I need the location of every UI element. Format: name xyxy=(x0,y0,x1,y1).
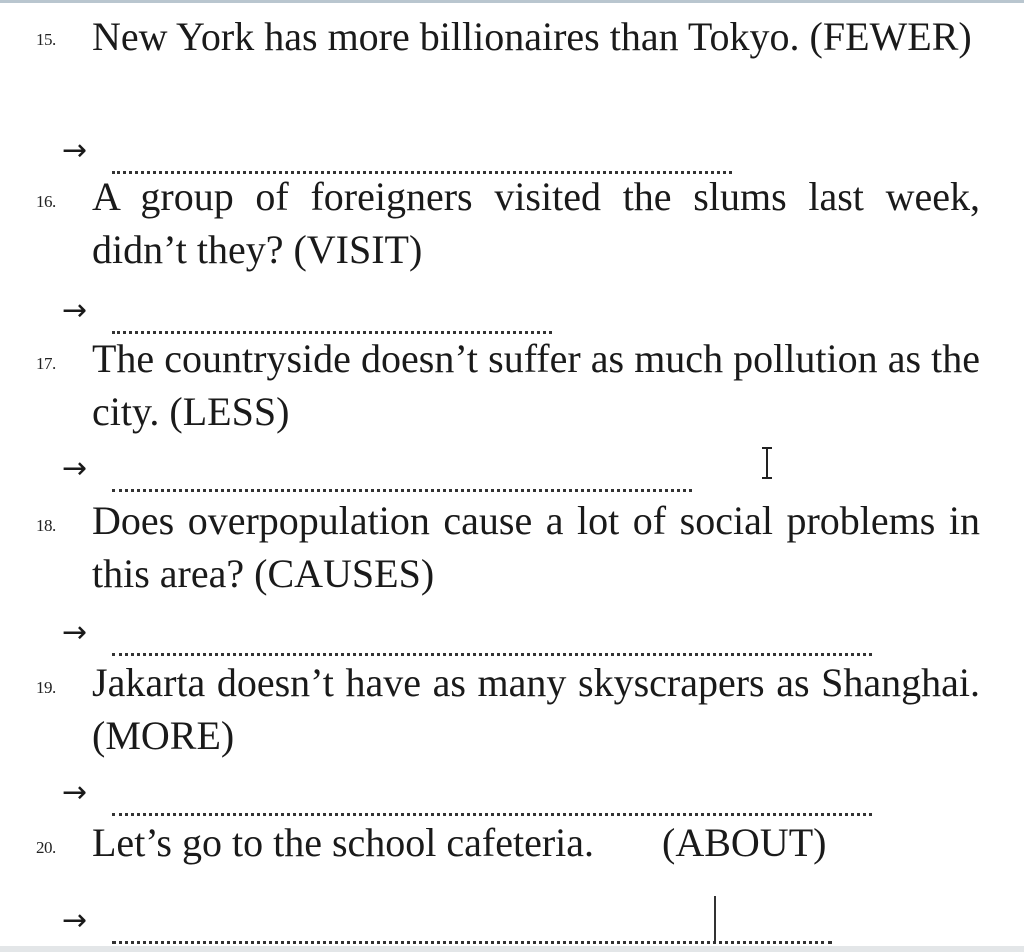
question-number: 18. xyxy=(36,516,56,535)
question-sentence: Jakarta doesn’t have as many skyscrapers as Shanghai. (MORE) xyxy=(92,660,980,758)
question-number: 20. xyxy=(36,838,56,857)
bottom-edge xyxy=(0,946,1024,952)
answer-line[interactable] xyxy=(62,130,732,170)
question-number: 15. xyxy=(36,30,56,49)
question-number: 17. xyxy=(36,354,56,373)
answer-blank[interactable] xyxy=(112,633,872,656)
arrow-icon: → xyxy=(62,615,88,650)
question-sentence: New York has more billionaires than Tokyo. (FEWER) xyxy=(92,14,972,59)
question-sentence: The countryside doesn’t suffer as much pollution as the city. (LESS) xyxy=(92,336,980,434)
answer-line[interactable] xyxy=(62,448,692,488)
arrow-icon: → xyxy=(62,903,88,938)
sentence-cue: (ABOUT) xyxy=(662,820,827,865)
answer-blank[interactable] xyxy=(112,793,872,816)
text-insertion-cursor xyxy=(714,896,716,942)
question-sentence: Does overpopulation cause a lot of social problems in this area? (CAUSES) xyxy=(92,498,980,596)
answer-line[interactable] xyxy=(62,612,872,652)
arrow-icon: → xyxy=(62,451,88,486)
answer-line[interactable] xyxy=(62,772,872,812)
ibeam-cursor-icon xyxy=(760,446,774,480)
answer-line[interactable] xyxy=(62,900,832,940)
answer-blank[interactable] xyxy=(112,921,832,944)
question-sentence: A group of foreigners visited the slums last week, didn’t they? (VISIT) xyxy=(92,174,980,272)
answer-line[interactable] xyxy=(62,290,552,330)
answer-blank[interactable] xyxy=(112,469,692,492)
answer-blank[interactable] xyxy=(112,311,552,334)
sentence-main: Let’s go to the school cafeteria. xyxy=(92,820,595,865)
arrow-icon: → xyxy=(62,133,88,168)
arrow-icon: → xyxy=(62,775,88,810)
question-sentence xyxy=(92,816,980,869)
question-number: 16. xyxy=(36,192,56,211)
arrow-icon: → xyxy=(62,293,88,328)
question-number: 19. xyxy=(36,678,56,697)
